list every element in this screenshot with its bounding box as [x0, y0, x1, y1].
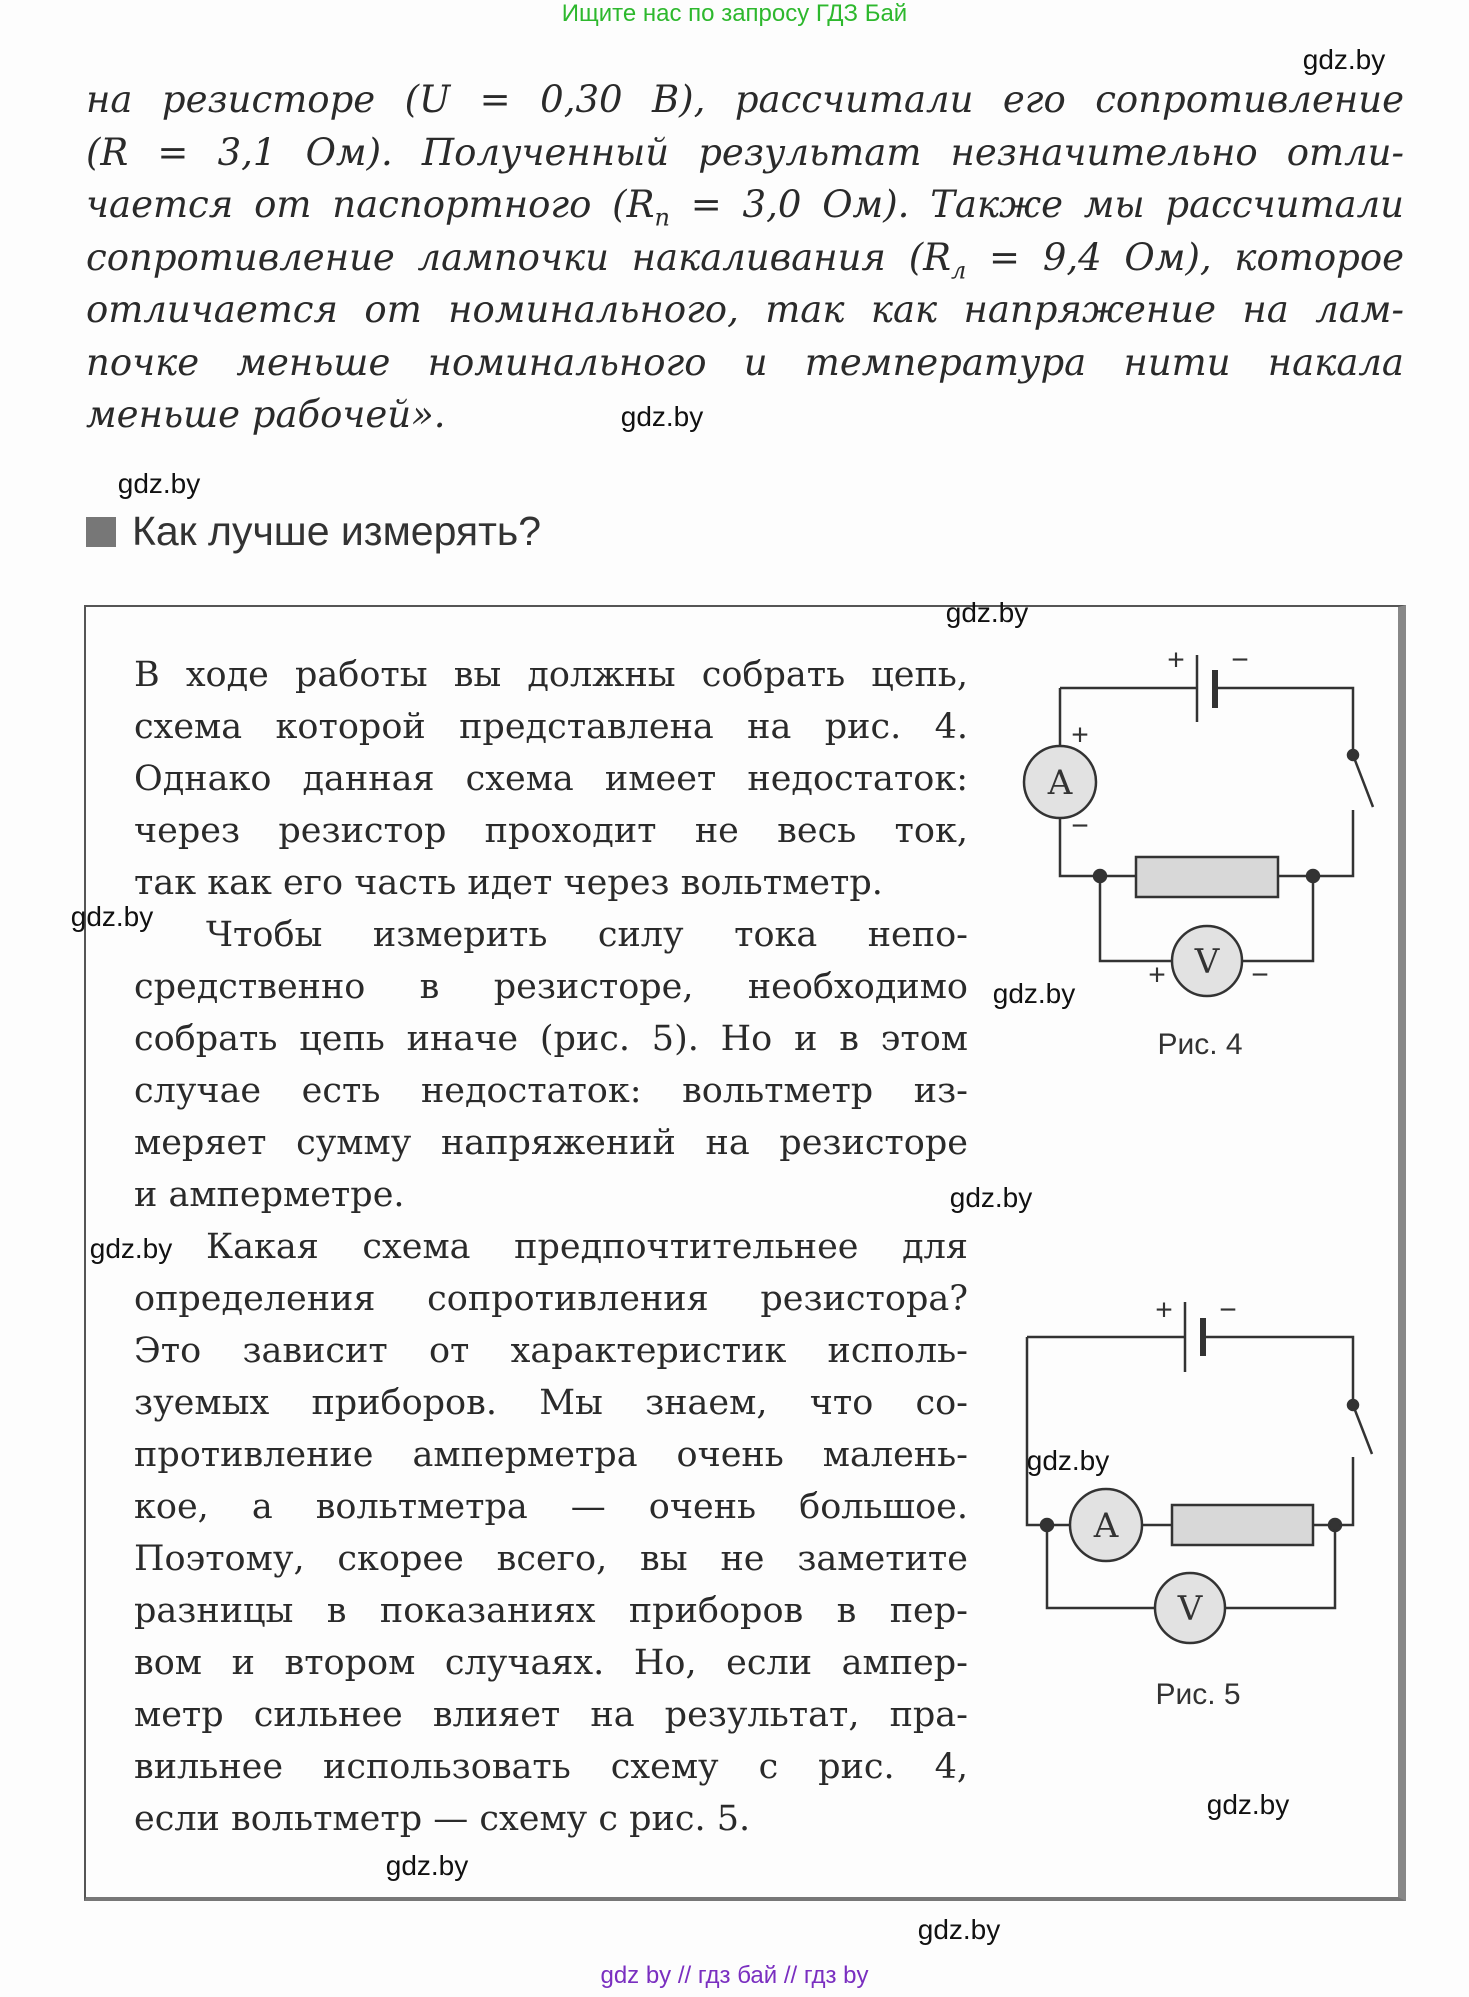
bottom-banner: gdz by // гдз бай // гдз by	[600, 1962, 869, 1989]
minus-sign: −	[1219, 1293, 1237, 1327]
text-seg: разницы в показаниях приборов в пер-	[134, 1591, 968, 1631]
watermark: gdz.by	[1302, 44, 1386, 75]
text-line: на резисторе (U = 0,30 В), рассчитали его сопротивление	[86, 78, 1404, 121]
junction	[1307, 870, 1319, 882]
figure-5-caption: Рис. 5	[1155, 1678, 1241, 1711]
watermark: gdz.by	[992, 978, 1076, 1009]
minus-sign: −	[1071, 809, 1089, 843]
text-seg: определения сопротивления резистора?	[134, 1279, 968, 1319]
minus-sign: −	[1251, 958, 1269, 992]
wire	[1060, 688, 1353, 876]
watermark: gdz.by	[117, 468, 201, 499]
text-seg: = 3,0 Ом). Также мы рассчитали	[669, 183, 1404, 226]
text-seg: собрать цепь иначе (рис. 5). Но и в этом	[134, 1019, 968, 1059]
watermark: gdz.by	[620, 401, 704, 432]
text-seg: Какая схема предпочтительнее для	[206, 1227, 968, 1267]
plus-sign: +	[1148, 958, 1166, 992]
text-seg: вильнее использовать схему с рис. 4,	[134, 1747, 968, 1787]
plus-sign: +	[1167, 643, 1185, 677]
text-seg: схема которой представлена на рис. 4.	[134, 707, 968, 747]
text-seg: и амперметре.	[134, 1175, 405, 1215]
text-seg: средственно в резисторе, необходимо	[134, 967, 968, 1007]
plus-sign: +	[1071, 718, 1089, 752]
watermark: gdz.by	[385, 1850, 469, 1881]
figure-4-caption: Рис. 4	[1157, 1028, 1243, 1061]
ammeter-label: A	[1047, 763, 1073, 803]
text-seg: так как его часть идет через вольтметр.	[134, 863, 883, 903]
text-line: отличается от номинального, так как напряжение на лам-	[86, 288, 1404, 331]
text-seg: сопротивление лампочки накаливания (R	[86, 235, 951, 279]
text-seg: через резистор проходит не весь ток,	[134, 811, 968, 851]
voltmeter-label: V	[1194, 942, 1220, 982]
text-seg: чается от паспортного (R	[86, 183, 655, 226]
junction	[1041, 1519, 1053, 1531]
watermark: gdz.by	[917, 1914, 1001, 1945]
junction	[1329, 1519, 1341, 1531]
watermark: gdz.by	[1206, 1789, 1290, 1820]
voltmeter-label: V	[1177, 1589, 1203, 1629]
text-seg: = 9,4 Ом), которое	[966, 235, 1404, 279]
text-seg: вом и втором случаях. Но, если ампер-	[134, 1643, 968, 1683]
text-seg: Чтобы измерить силу тока непо-	[206, 915, 968, 955]
text-seg: случае есть недостаток: вольтметр из-	[134, 1071, 968, 1111]
ammeter-label: A	[1093, 1506, 1119, 1546]
text-seg: Поэтому, скорее всего, вы не заметите	[134, 1539, 968, 1579]
resistor	[1136, 857, 1278, 897]
text-seg: Однако данная схема имеет недостаток:	[134, 759, 968, 799]
watermark: gdz.by	[89, 1233, 173, 1264]
watermark: gdz.by	[945, 597, 1029, 628]
text-seg: Это зависит от характеристик исполь-	[134, 1331, 968, 1371]
text-seg: противление амперметра очень малень-	[134, 1435, 968, 1475]
text-line: (R = 3,1 Ом). Полученный результат незначительно отли-	[86, 130, 1404, 174]
text-seg: метр сильнее влияет на результат, пра-	[134, 1695, 968, 1735]
watermark: gdz.by	[70, 901, 154, 932]
plus-sign: +	[1155, 1293, 1173, 1327]
junction	[1094, 870, 1106, 882]
minus-sign: −	[1231, 643, 1249, 677]
switch-lever	[1353, 1405, 1372, 1454]
text-seg: если вольтметр — схему с рис. 5.	[134, 1799, 751, 1839]
watermark: gdz.by	[949, 1182, 1033, 1213]
resistor	[1172, 1505, 1313, 1545]
text-line: почке меньше номинального и температура нити накала	[86, 340, 1404, 384]
text-seg: В ходе работы вы должны собрать цепь,	[134, 655, 968, 695]
subscript: п	[654, 203, 670, 232]
switch-pivot	[1348, 750, 1358, 760]
switch-pivot	[1348, 1400, 1358, 1410]
heading-text: Как лучше измерять?	[132, 508, 542, 554]
watermark: gdz.by	[1026, 1445, 1110, 1476]
subscript: л	[951, 255, 967, 284]
text-line: меньше рабочей».	[86, 393, 446, 436]
text-seg: кое, а вольтметра — очень большое.	[134, 1487, 968, 1527]
switch-lever	[1353, 755, 1373, 807]
wire	[1027, 1337, 1353, 1525]
text-seg: меряет сумму напряжений на резисторе	[134, 1123, 968, 1163]
top-banner: Ищите нас по запросу ГДЗ Бай	[561, 0, 908, 27]
text-seg: зуемых приборов. Мы знаем, что со-	[134, 1383, 968, 1423]
